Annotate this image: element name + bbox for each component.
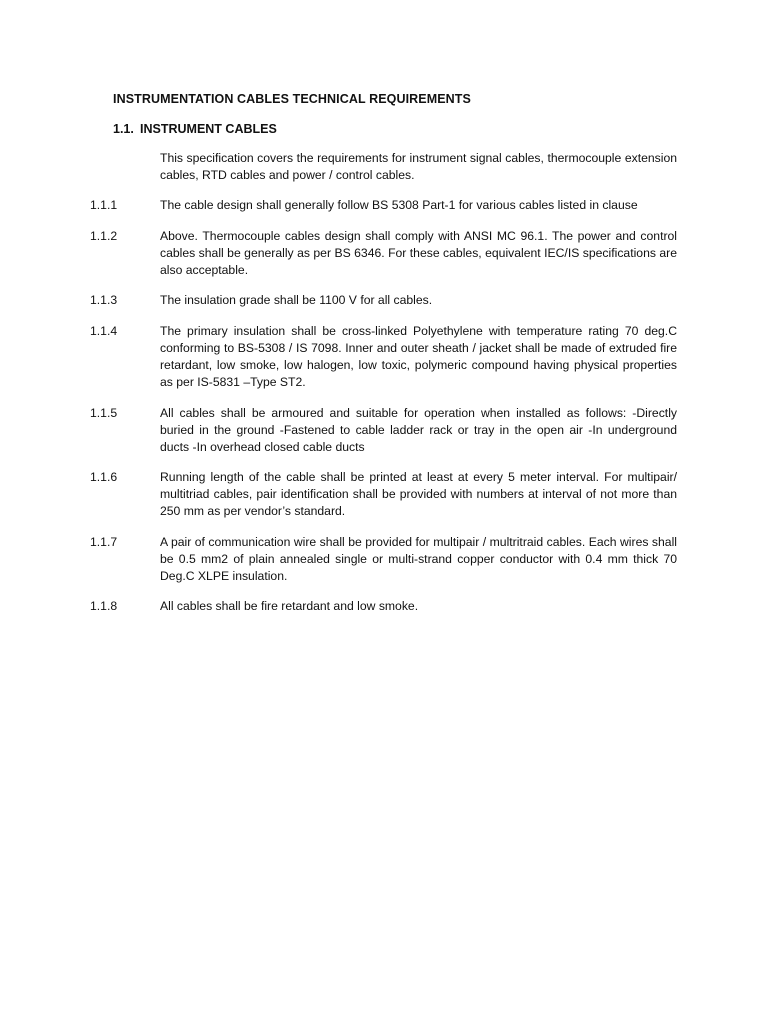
clause-text: The primary insulation shall be cross-linked Polyethylene with temperature rating 70 deg.C conforming to BS-5308 / IS 7098. Inner and outer sheath / jacket shall be made of extruded fire retardant, low smoke, low halogen, low toxic, polymeric compound having physical properties as per IS-5831 –Type ST2. [160,324,677,389]
clause-number: 1.1.4 [90,324,118,338]
clause-number: 1.1.2 [90,229,118,243]
clause-number: 1.1.7 [90,535,118,549]
intro-paragraph: This specification covers the requirements for instrument signal cables, thermocouple extension cables, RTD cables and power / control cables. [160,151,677,182]
clause-text: Above. Thermocouple cables design shall comply with ANSI MC 96.1. The power and control cables shall be generally as per BS 6346. For these cables, equivalent IEC/IS specifications are also acceptable. [160,229,677,277]
clause-text: All cables shall be fire retardant and low smoke. [160,599,419,613]
clause-number: 1.1.3 [90,293,118,307]
clause-text: All cables shall be armoured and suitable for operation when installed as follows: -Directly buried in the ground -Fastened to cable ladder rack or tray in the open air -In underground ducts -In overhead closed cable ducts [160,406,677,454]
section-heading [113,122,277,136]
clause-text: A pair of communication wire shall be provided for multipair / multritraid cables. Each wires shall be 0.5 mm2 of plain annealed single or multi-strand copper conductor with 0.4 mm thick 70 Deg.C XLPE insulation. [160,535,677,583]
section-number: 1.1. [113,122,134,136]
clause-number: 1.1.1 [90,198,118,212]
clause-number: 1.1.8 [90,599,118,613]
clause-number: 1.1.6 [90,470,118,484]
clause-text: The cable design shall generally follow BS 5308 Part-1 for various cables listed in clause [160,198,638,212]
clause-text: Running length of the cable shall be printed at least at every 5 meter interval. For multipair/ multitriad cables, pair identification shall be provided with numbers at interval of not more than 250 mm as per vendor’s standard. [160,470,677,518]
clause-number: 1.1.5 [90,406,118,420]
clause-text: The insulation grade shall be 1100 V for all cables. [160,293,433,307]
document-title: INSTRUMENTATION CABLES TECHNICAL REQUIREMENTS [113,92,471,106]
section-title: INSTRUMENT CABLES [140,122,277,136]
